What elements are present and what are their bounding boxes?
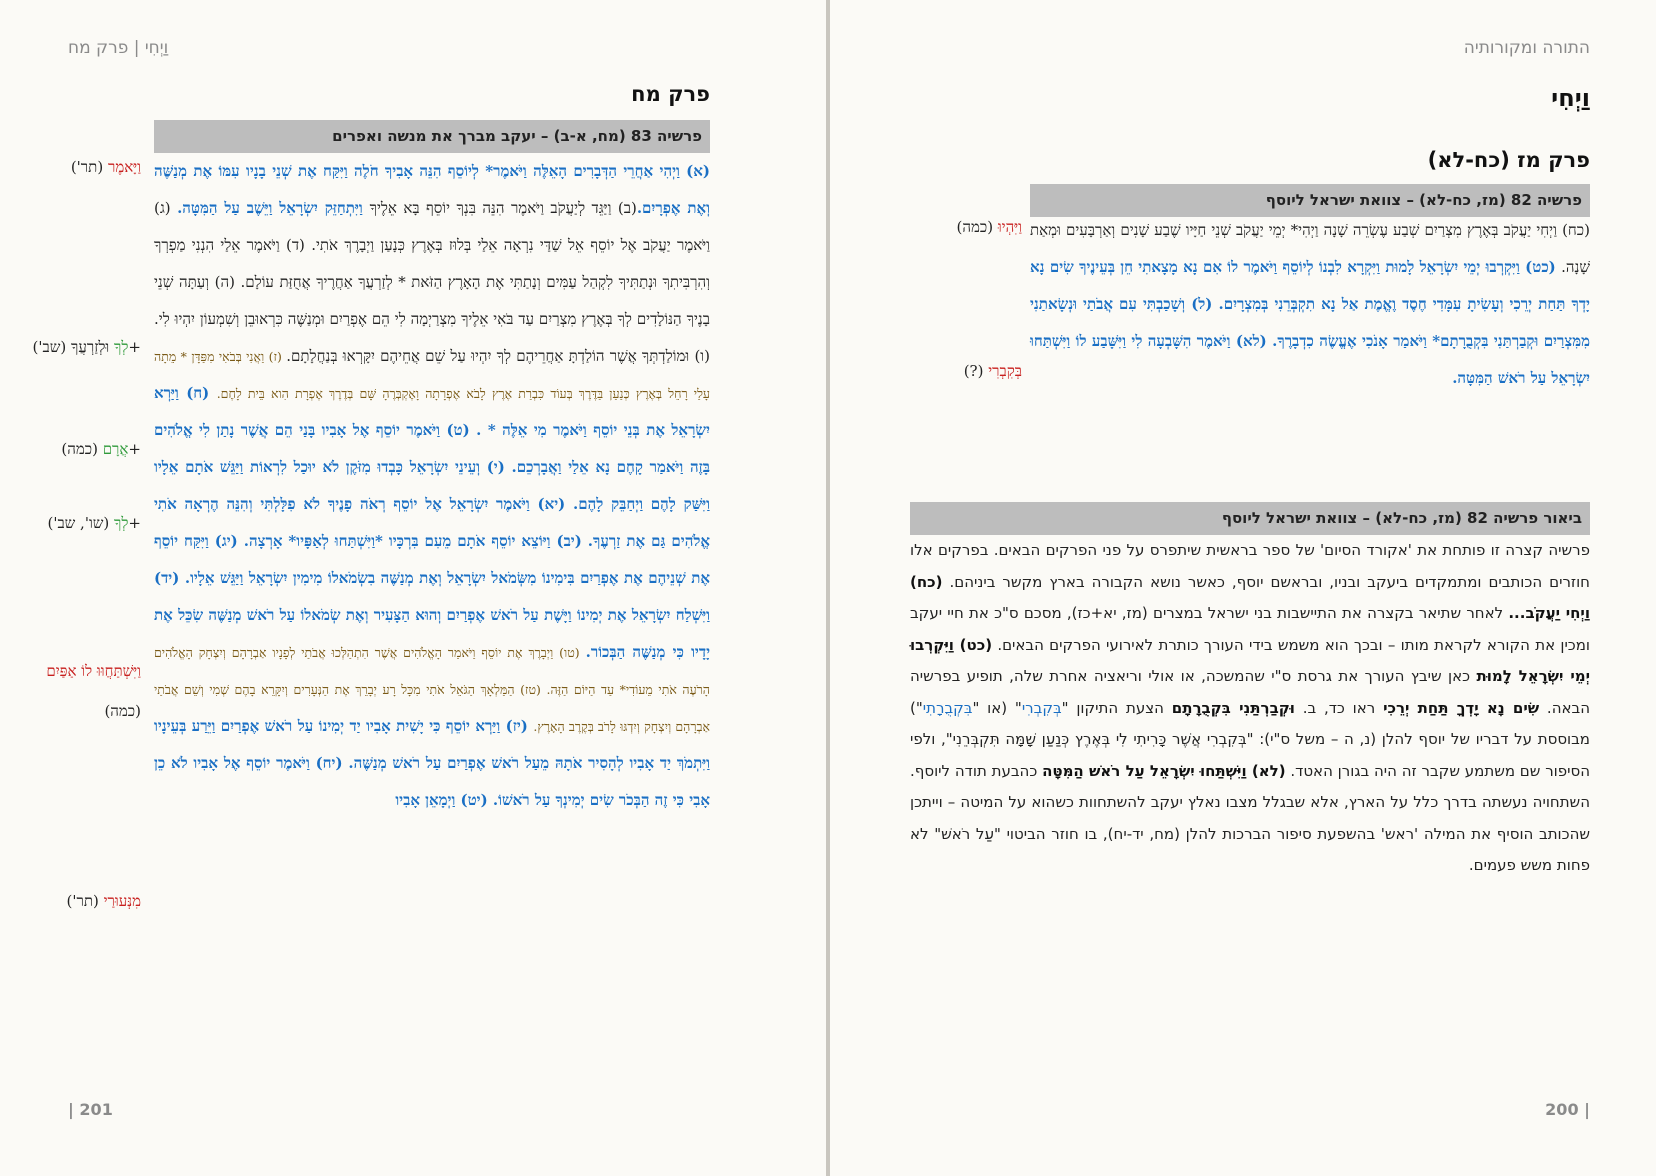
verse-segment: וַיִּתְחַזֵּק יִשְׂרָאֵל וַיֵּשֶׁב עַל הַמִּטָּה. bbox=[177, 199, 370, 217]
margin-note bbox=[957, 218, 1023, 237]
commentary-segment: כהבעת תודה ליוסף. השתחויה נעשתה בדרך כלל על הארץ, אלא שבגלל מצבו נאלץ יעקב להשתחוות כשהוא על המיטה – וייתכן שהכותב הוסיף את המילה 'ראש' בהשפעת סיפור הברכות להלן (מח, יד-יח), בו חוזר הביטוי "עַל רֹאשׁ" לא פחות משש פעמים. bbox=[910, 761, 1590, 874]
commentary-segment: שִׂים נָא יָדְךָ תַּחַת יְרֵכִי bbox=[1383, 698, 1540, 717]
commentary-segment: (כט) וַיִּקְרְבוּ יְמֵי יִשְׂרָאֵל לָמוּת bbox=[910, 635, 1591, 685]
verse-segment: (כט) וַיִּקְרְבוּ יְמֵי יִשְׂרָאֵל לָמוּת וַיִּקְרָא לִבְנוֹ לְיוֹסֵף וַיֹּאמֶר לוֹ אִם נָא מָצָאתִי חֵן בְּעֵינֶיךָ שִׂים נָא יָדְךָ תַּחַת יְרֵכִי וְעָשִׂיתָ עִמָּדִי חֶסֶד וֶאֱמֶת אַל נָא תִקְבְּרֵנִי בְּמִצְרָיִם. (ל) וְשָׁכַבְתִּי עִם אֲבֹתַי וּנְשָׂאתַנִי מִמִּצְרַיִם וּקְבַרְתַּנִי בִּקְבֻרָתָם* וַיֹּאמַר אָנֹכִי אֶעֱשֶׂה כִדְבָרֶךָ. (לא) וַיֹּאמֶר הִשָּׁבְעָה לִי וַיִּשָּׁבַע לוֹ וַיִּשְׁתַּחוּ יִשְׂרָאֵל עַל רֹאשׁ הַמִּטָּה. bbox=[1030, 258, 1590, 387]
commentary-segment: הצעת התיקון " bbox=[1061, 698, 1172, 717]
margin-note-part: (כמה) bbox=[956, 218, 998, 236]
parasha-header: פרשיה 83 (מח, א-ב) – יעקב מברך את מנשה ואפרים bbox=[154, 120, 710, 153]
scripture-text bbox=[1030, 212, 1590, 397]
right-page bbox=[830, 0, 1656, 1176]
margin-note bbox=[104, 702, 141, 721]
margin-note-part: אֲרָם bbox=[102, 440, 129, 458]
verse-segment: (ג) וַיֹּאמֶר יַעֲקֹב אֶל יוֹסֵף אֵל שַׁדַּי נִרְאָה אֵלַי בְּלוּז בְּאֶרֶץ כְּנָעַן וַיְבָרֶךְ אֹתִי. (ד) וַיֹּאמֶר אֵלַי הִנְנִי מַפְרְךָ וְהִרְבִּיתִךָ וּנְתַתִּיךָ לִקְהַל עַמִּים וְנָתַתִּי אֶת הָאָרֶץ הַזֹּאת * לְזַרְעֲךָ אַחֲרֶיךָ אֲחֻזַּת עוֹלָם. (ה) וְעַתָּה שְׁנֵי בָנֶיךָ הַנּוֹלָדִים לְךָ בְּאֶרֶץ מִצְרַיִם עַד בֹּאִי אֵלֶיךָ מִצְרַיְמָה לִי הֵם אֶפְרַיִם וּמְנַשֶּׁה כִּרְאוּבֵן וְשִׁמְעוֹן יִהְיוּ לִי. (ו) וּמוֹלַדְתְּךָ אֲשֶׁר הוֹלַדְתָּ אַחֲרֵיהֶם לְךָ יִהְיוּ עַל שֵׁם אֲחֵיהֶם יִקָּרְאוּ בְּנַחֲלָתָם. bbox=[154, 199, 710, 365]
verse-segment: (ח) וַיַּרְא יִשְׂרָאֵל אֶת בְּנֵי יוֹסֵף וַיֹּאמֶר מִי אֵלֶּה * . (ט) וַיֹּאמֶר יוֹסֵף אֶל אָבִיו בָּנַי הֵם אֲשֶׁר נָתַן לִי אֱלֹהִים בָּזֶה וַיֹּאמַר קָחֶם נָא אֵלַי וַאֲבָרְכֵם. (י) וְעֵינֵי יִשְׂרָאֵל כָּבְדוּ מִזֹּקֶן לֹא יוּכַל לִרְאוֹת וַיַּגֵּשׁ אֹתָם אֵלָיו וַיִּשַּׁק לָהֶם וַיְחַבֵּק לָהֶם. (יא) וַיֹּאמֶר יִשְׂרָאֵל אֶל יוֹסֵף רְאֹה פָנֶיךָ לֹא פִלָּלְתִּי וְהִנֵּה הֶרְאָה אֹתִי אֱלֹהִים גַּם אֶת זַרְעֶךָ. (יב) וַיּוֹצֵא יוֹסֵף אֹתָם מֵעִם בִּרְכָּיו *וַיִּשְׁתַּחוּ לְאַפָּיו* אָרְצָה. (יג) וַיִּקַּח יוֹסֵף אֶת שְׁנֵיהֶם אֶת אֶפְרַיִם בִּימִינוֹ מִשְּׂמֹאל יִשְׂרָאֵל וְאֶת מְנַשֶּׁה בִשְׂמֹאלוֹ מִימִין יִשְׂרָאֵל וַיַּגֵּשׁ אֵלָיו. (יד) וַיִּשְׁלַח יִשְׂרָאֵל אֶת יְמִינוֹ וַיָּשֶׁת עַל רֹאשׁ אֶפְרַיִם וְהוּא הַצָּעִיר וְאֶת שְׂמֹאלוֹ עַל רֹאשׁ מְנַשֶּׁה שִׂכֵּל אֶת יָדָיו כִּי מְנַשֶּׁה הַבְּכוֹר. bbox=[154, 384, 711, 661]
commentary-segment: בְּקִבְרִי bbox=[1021, 698, 1062, 717]
margin-note-part: לְךָ bbox=[114, 338, 129, 356]
scripture-text bbox=[154, 153, 710, 819]
margin-note-part: (שו', שב') bbox=[47, 514, 115, 532]
commentary-segment: " (או " bbox=[972, 698, 1022, 717]
left-page bbox=[0, 0, 826, 1176]
verse-segment: (כח) וַיְחִי יַעֲקֹב בְּאֶרֶץ מִצְרַיִם שְׁבַע עֶשְׂרֵה שָׁנָה וַיְהִי* יְמֵי יַעֲקֹב שְׁנֵי חַיָּיו שֶׁבַע שָׁנִים וְאַרְבָּעִים וּמְאַת שָׁנָה. bbox=[1030, 221, 1590, 276]
commentary-segment: ") מבוססת על דבריו של יוסף להלן (נ, ה – משל ס"י): "בְּקִבְרִי אֲשֶׁר כָּרִיתִי לִי בְּאֶרֶץ כְּנַעַן שָׁמָּה תִּקְבְּרֵנִי", ולפי הסיפור שם משתמע שקבר זה היה בגורן האטד. bbox=[910, 698, 1591, 780]
page-number: | 200 bbox=[1545, 1100, 1590, 1119]
commentary-segment: ראו כד, ב. bbox=[1294, 698, 1384, 717]
margin-note bbox=[66, 892, 141, 911]
margin-note-part: (תר') bbox=[70, 158, 108, 176]
verse-segment: (ב) וַיַּגֵּד לְיַעֲקֹב וַיֹּאמֶר הִנֵּה בִּנְךָ יוֹסֵף בָּא אֵלֶיךָ bbox=[369, 199, 637, 217]
commentary-segment: כאן שיבץ העורך את גרסת ס"י שהמשכה, או אולי וריאציה אחרת שלה, תופיע בפרשיה הבאה. bbox=[910, 667, 1590, 717]
margin-note bbox=[47, 514, 141, 533]
margin-note-part: וַיִּשְׁתַּחֲוּוּ לוֹ אַפַּיִם bbox=[46, 662, 141, 680]
commentary-segment: (לא) וַיִּשְׁתַּחוּ יִשְׂרָאֵל עַל רֹאשׁ הַמִּטָּה bbox=[1042, 761, 1286, 780]
commentary-segment: לאחר שתיאר בקצרה את התיישבות בני ישראל במצרים (מז, יא+כז), מסכם ס"כ את חיי יעקב ומכין את הקורא לקראת מותו – ובכך הוא משמש בידי העורך כותרת לאירועי הפרקים הבאים. bbox=[910, 604, 1591, 654]
margin-note bbox=[964, 362, 1022, 381]
margin-note-part: בְּקִבְרִי bbox=[988, 362, 1022, 380]
margin-note-part: וּלְזַרְעֲךָ (שב') bbox=[32, 338, 115, 356]
commentary-segment: בִּקְבֻרָתִי bbox=[922, 698, 973, 717]
verse-segment: (יז) וַיַּרְא יוֹסֵף כִּי יָשִׁית אָבִיו יַד יְמִינוֹ עַל רֹאשׁ אֶפְרַיִם וַיֵּרַע בְּעֵינָיו וַיִּתְמֹךְ יַד אָבִיו לְהָסִיר אֹתָהּ מֵעַל רֹאשׁ אֶפְרַיִם עַל רֹאשׁ מְנַשֶּׁה. (יח) וַיֹּאמֶר יוֹסֵף אֶל אָבִיו לֹא כֵן אָבִי כִּי זֶה הַבְּכֹר שִׂים יְמִינְךָ עַל רֹאשׁוֹ. (יט) וַיְמָאֵן אָבִיו bbox=[154, 717, 710, 809]
parasha-header: פרשיה 82 (מז, כח-לא) – צוואת ישראל ליוסף bbox=[1030, 184, 1590, 217]
running-head: וַיְחִי | פרק מח bbox=[68, 38, 169, 58]
margin-note-part: וַיָּאמֶר bbox=[107, 158, 141, 176]
margin-note-part: + bbox=[128, 338, 141, 356]
margin-note-part: (?) bbox=[963, 362, 989, 380]
margin-note-part: וַיִּהְיוּ bbox=[997, 218, 1022, 236]
commentary-segment: (כח) וַיְחִי יַעֲקֹב... bbox=[910, 572, 1590, 622]
chapter-title: פרק מח bbox=[631, 82, 710, 106]
margin-note-part: (כמה) bbox=[104, 702, 141, 720]
page-number: 201 | bbox=[68, 1100, 113, 1119]
margin-note-part: לְךָ bbox=[114, 514, 129, 532]
commentary-segment: פרשיה קצרה זו פותחת את 'אקורד הסיום' של ספר בראשית שיתפרס על פני הפרקים הבאים. בפרקים אלו חוזרים הכותבים ומתמקדים ביעקב ובניו, ובראשם יוסף, כאשר נושא הקבורה בארץ מקשר ביניהם. bbox=[910, 541, 1590, 591]
commentary-text bbox=[910, 535, 1590, 882]
verse-segment: (טו) וַיְבָרֶךְ אֶת יוֹסֵף וַיֹּאמַר הָאֱלֹהִים אֲשֶׁר הִתְהַלְּכוּ אֲבֹתַי לְפָנָיו אַבְרָהָם וְיִצְחָק הָאֱלֹהִים הָרֹעֶה אֹתִי מֵעוֹדִי* עַד הַיּוֹם הַזֶּה. (טז) הַמַּלְאָךְ הַגֹּאֵל אֹתִי מִכָּל רָע יְבָרֵךְ אֶת הַנְּעָרִים וְיִקָּרֵא בָהֶם שְׁמִי וְשֵׁם אֲבֹתַי אַבְרָהָם וְיִצְחָק וְיִדְגּוּ לָרֹב בְּקֶרֶב הָאָרֶץ. bbox=[154, 645, 711, 734]
margin-note bbox=[46, 662, 141, 681]
running-head: התורה ומקורותיה bbox=[1463, 38, 1590, 58]
margin-note-part: + bbox=[128, 514, 141, 532]
chapter-title: פרק מז (כח-לא) bbox=[1427, 148, 1590, 172]
margin-note bbox=[33, 338, 141, 357]
commentary-segment: וּקְבַרְתַּנִי בִּקְבֻרָתָם bbox=[1171, 698, 1295, 717]
margin-note-part: (תר') bbox=[66, 892, 104, 910]
margin-note bbox=[61, 440, 141, 459]
margin-note-part: + bbox=[128, 440, 141, 458]
verse-segment: (ז) וַאֲנִי בְּבֹאִי מִפַּדָּן * מֵתָה עָלַי רָחֵל בְּאֶרֶץ כְּנַעַן בַּדֶּרֶךְ בְּעוֹד כִּבְרַת אֶרֶץ לָבֹא אֶפְרָתָה וָאֶקְבְּרֶהָ שָּׁם בְּדֶרֶךְ אֶפְרָת הִוא בֵּית לָחֶם. bbox=[154, 349, 710, 401]
margin-note bbox=[71, 158, 141, 177]
margin-note-part: מִנְּעוּרַי bbox=[103, 892, 141, 910]
margin-note-part: (כמה) bbox=[61, 440, 103, 458]
commentary-header: ביאור פרשיה 82 (מז, כח-לא) – צוואת ישראל ליוסף bbox=[910, 502, 1590, 535]
verse-segment: (א) וַיְהִי אַחֲרֵי הַדְּבָרִים הָאֵלֶּה וַיֹּאמֶר* לְיוֹסֵף הִנֵּה אָבִיךָ חֹלֶה וַיִּקַּח אֶת שְׁנֵי בָנָיו עִמּוֹ אֶת מְנַשֶּׁה וְאֶת אֶפְרָיִם. bbox=[154, 162, 710, 217]
book-title: וַיְחִי bbox=[1551, 84, 1590, 112]
